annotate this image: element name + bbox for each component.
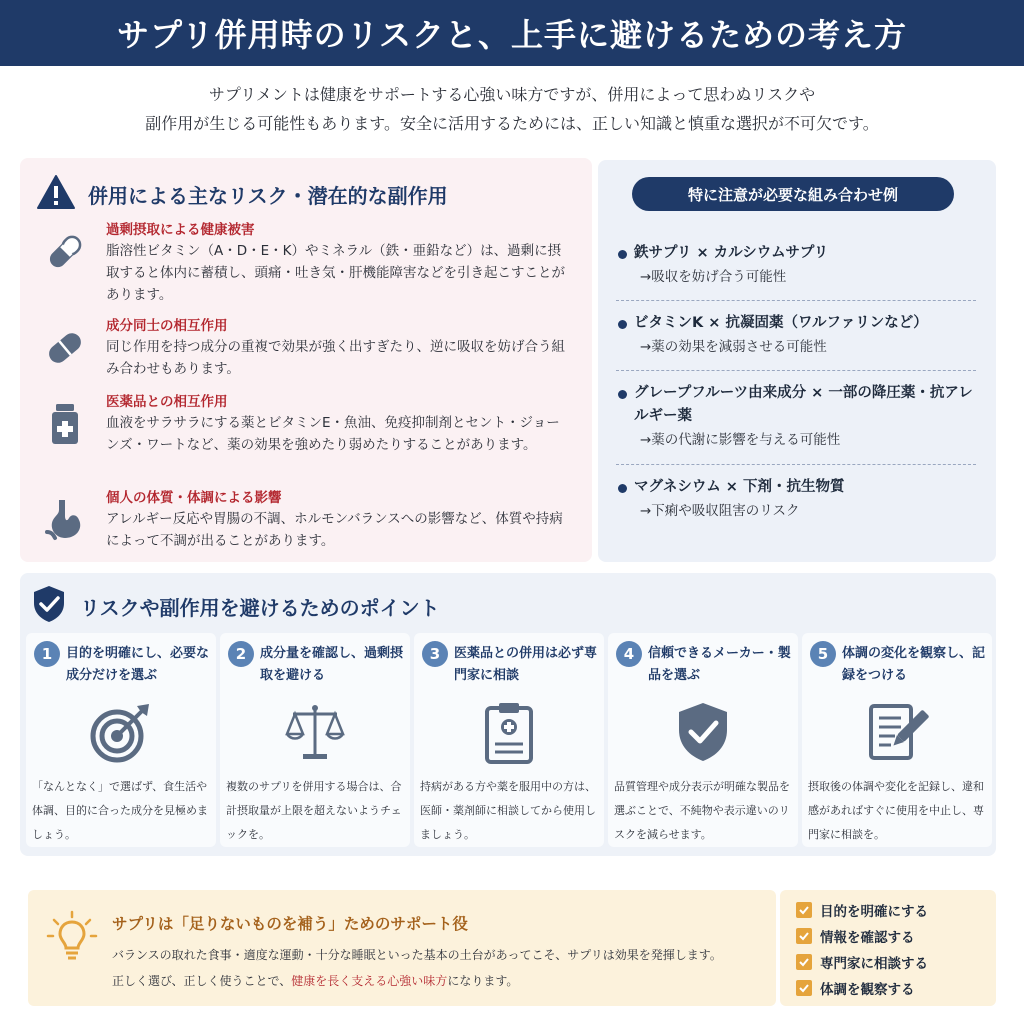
checkbox-checked-icon [796, 954, 812, 970]
tip-text: になります。 [447, 974, 519, 988]
tip-highlight: 健康を長く支える心強い味方 [291, 974, 448, 988]
risk-panel [20, 158, 592, 562]
risk-body: 血液をサラサラにする薬とビタミンE・魚油、免疫抑制剤とセント・ジョーンズ・ワートなど、薬の効果を強めたり弱めたりすることがあります。 [106, 415, 560, 453]
points-panel [20, 573, 996, 856]
combination-panel-title: 特に注意が必要な組み合わせ例 [632, 177, 954, 211]
risk-item-constitution [40, 488, 580, 552]
checklist-item [796, 926, 915, 946]
divider [616, 300, 976, 301]
combination-item [616, 242, 976, 289]
risk-body: アレルギー反応や胃腸の不調、ホルモンバランスへの影響など、体質や持病によって不調が出ることがあります。 [106, 511, 563, 549]
risk-item-interaction [40, 316, 580, 380]
combination-effect: →薬の代謝に影響を与える可能性 [640, 432, 841, 448]
tip-body-line-2 [112, 968, 762, 994]
shield-check-icon [663, 697, 743, 767]
notebook-pen-icon [857, 697, 937, 767]
risk-heading: 医薬品との相互作用 [106, 394, 228, 410]
checklist-label: 情報を確認する [820, 930, 915, 946]
stomach-icon [40, 488, 90, 538]
tip-box [28, 890, 776, 1006]
checkbox-checked-icon [796, 980, 812, 996]
checklist-item [796, 952, 928, 972]
combination-item [616, 382, 976, 452]
warning-icon [36, 174, 76, 214]
checklist-label: 体調を観察する [820, 982, 915, 998]
page-title: サプリ併用時のリスクと、上手に避けるための考え方 [116, 16, 908, 54]
intro-line-1: サプリメントは健康をサポートする心強い味方ですが、併用によって思わぬリスクや [208, 85, 816, 104]
intro-line-2: 副作用が生じる可能性もあります。安全に活用するためには、正しい知識と慎重な選択が不可欠です。 [145, 114, 879, 133]
point-number: 2 [228, 641, 254, 667]
points-panel-header [32, 585, 440, 627]
divider [616, 464, 976, 465]
risk-item-drug [40, 392, 580, 456]
point-title: 信頼できるメーカー・製品を選ぶ [648, 646, 791, 683]
page-header [0, 0, 1024, 66]
point-card-3 [414, 633, 604, 847]
checkbox-checked-icon [796, 902, 812, 918]
risk-heading: 過剰摂取による健康被害 [106, 222, 255, 238]
capsule-icon [40, 220, 90, 270]
pill-icon [40, 316, 90, 366]
checklist-label: 専門家に相談する [820, 956, 928, 972]
checklist-item [796, 978, 915, 998]
combination-effect: →下痢や吸収阻害のリスク [640, 503, 800, 519]
shield-check-icon [32, 585, 66, 627]
target-icon [81, 697, 161, 767]
combination-main: マグネシウム × 下剤・抗生物質 [616, 476, 976, 499]
point-card-1 [26, 633, 216, 847]
point-title: 医薬品との併用は必ず専門家に相談 [454, 646, 598, 683]
checklist-label: 目的を明確にする [820, 904, 928, 920]
point-title: 体調の変化を観察し、記録をつける [842, 646, 986, 683]
tip-title: サプリは「足りないものを補う」ためのサポート役 [112, 915, 468, 933]
lightbulb-icon [46, 910, 98, 966]
tip-body-line-1: バランスの取れた食事・適度な運動・十分な睡眠といった基本の土台があってこそ、サプリは効果を発揮します。 [112, 948, 722, 962]
point-body: 持病がある方や薬を服用中の方は、医師・薬剤師に相談してから使用しましょう。 [420, 780, 596, 841]
risk-panel-header [36, 174, 448, 214]
risk-panel-title: 併用による主なリスク・潜在的な副作用 [88, 183, 448, 208]
risk-body: 脂溶性ビタミン（A・D・E・K）やミネラル（鉄・亜鉛など）は、過剰に摂取すると体内に蓄積し、頭痛・吐き気・肝機能障害などを引き起こすことがあります。 [106, 243, 565, 303]
point-body: 品質管理や成分表示が明確な製品を選ぶことで、不純物や表示違いのリスクを減らせます。 [614, 780, 790, 841]
tip-body [112, 942, 762, 994]
checklist-item [796, 900, 928, 920]
combination-effect: →薬の効果を減弱させる可能性 [640, 339, 827, 355]
risk-body: 同じ作用を持つ成分の重複で効果が強く出すぎたり、逆に吸収を妨げ合う組み合わせもあります。 [106, 339, 565, 377]
point-card-2 [220, 633, 410, 847]
point-card-5 [802, 633, 992, 847]
risk-heading: 成分同士の相互作用 [106, 318, 228, 334]
point-number: 4 [616, 641, 642, 667]
scale-icon [275, 697, 355, 767]
point-title: 目的を明確にし、必要な成分だけを選ぶ [66, 646, 210, 683]
combination-main: 鉄サプリ × カルシウムサプリ [616, 242, 976, 265]
points-panel-title: リスクや副作用を避けるためのポイント [80, 595, 440, 620]
medicine-bottle-icon [40, 392, 90, 442]
point-number: 1 [34, 641, 60, 667]
checkbox-checked-icon [796, 928, 812, 944]
combination-effect: →吸収を妨げ合う可能性 [640, 269, 787, 285]
point-title: 成分量を確認し、過剰摂取を避ける [260, 646, 404, 683]
clipboard-medical-icon [469, 697, 549, 767]
point-number: 5 [810, 641, 836, 667]
combination-item [616, 312, 976, 359]
point-number: 3 [422, 641, 448, 667]
point-body: 摂取後の体調や変化を記録し、違和感があればすぐに使用を中止し、専門家に相談を。 [808, 780, 984, 841]
combination-item [616, 476, 976, 523]
point-card-4 [608, 633, 798, 847]
combination-main: グレープフルーツ由来成分 × 一部の降圧薬・抗アレルギー薬 [616, 382, 976, 428]
point-body: 「なんとなく」で選ばず、食生活や体調、目的に合った成分を見極めましょう。 [32, 780, 208, 841]
risk-heading: 個人の体質・体調による影響 [106, 490, 282, 506]
combination-main: ビタミンK × 抗凝固薬（ワルファリンなど） [616, 312, 976, 335]
divider [616, 370, 976, 371]
point-body: 複数のサプリを併用する場合は、合計摂取量が上限を超えないようチェックを。 [226, 780, 402, 841]
tip-text: 正しく選び、正しく使うことで、 [112, 974, 292, 988]
combination-panel [598, 160, 996, 562]
risk-item-overdose [40, 220, 580, 306]
intro-text [0, 80, 1024, 138]
checklist-box [780, 890, 996, 1006]
